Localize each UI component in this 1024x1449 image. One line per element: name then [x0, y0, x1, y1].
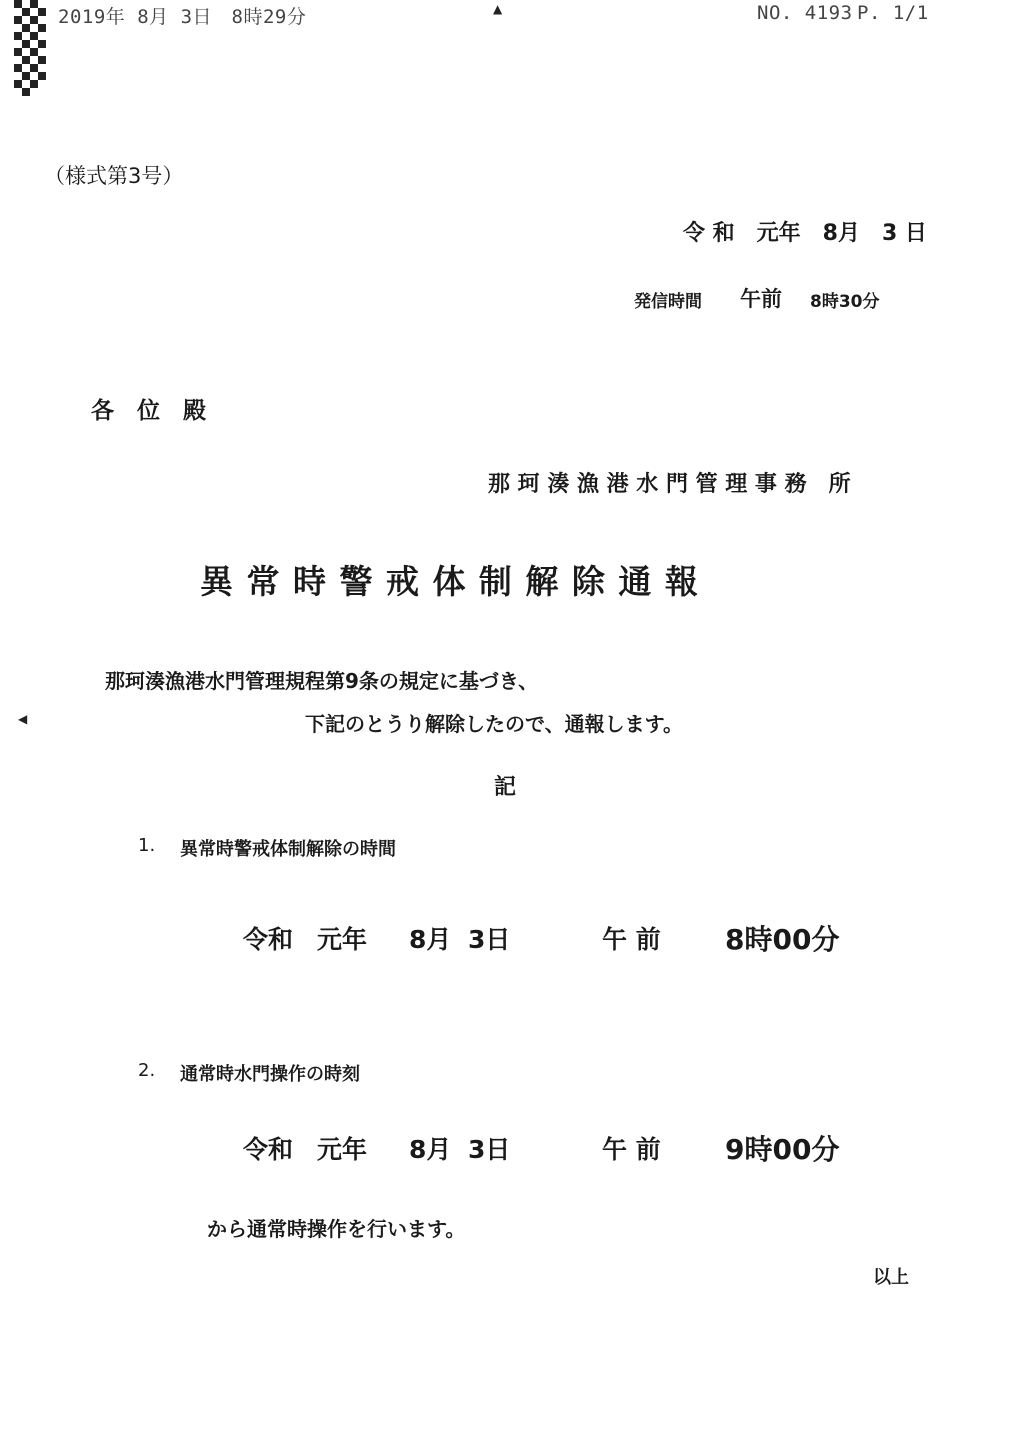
send-time-label: 発信時間	[634, 292, 702, 312]
item-era: 令和	[243, 1135, 294, 1164]
item-month: 8月	[409, 925, 452, 954]
item-year: 元年	[317, 925, 368, 954]
item-ampm: 午 前	[602, 925, 661, 954]
item-heading: 異常時警戒体制解除の時間	[180, 839, 396, 860]
item-time: 9時00分	[725, 1133, 840, 1166]
document-title: 異 常 時 警 戒 体 制 解 除 通 報	[200, 562, 699, 601]
item-heading: 通常時水門操作の時刻	[180, 1064, 360, 1085]
item-day: 3日	[468, 925, 511, 954]
item-era: 令和	[243, 925, 294, 954]
item-time: 8時00分	[725, 923, 840, 956]
fax-number: NO. 4193	[757, 2, 853, 24]
addressee: 各 位 殿	[91, 398, 206, 424]
item-month: 8月	[409, 1135, 452, 1164]
item-ampm: 午 前	[602, 1135, 661, 1164]
send-time-ampm: 午前	[740, 287, 782, 311]
item-number: 1.	[138, 835, 156, 856]
send-time-value: 8時30分	[810, 292, 880, 312]
up-triangle-icon: ▲	[493, 2, 503, 16]
left-triangle-icon: ◀	[18, 712, 28, 726]
form-label: （様式第3号）	[44, 164, 184, 188]
ki-heading: 記	[494, 775, 517, 800]
item-year: 元年	[317, 1135, 368, 1164]
closing-line: から通常時操作を行います。	[207, 1217, 466, 1241]
item-number: 2.	[138, 1060, 156, 1081]
body-line-1: 那珂湊漁港水門管理規程第9条の規定に基づき、	[105, 669, 539, 693]
body-line-2: 下記のとうり解除したので、通報します。	[305, 712, 683, 736]
fax-registration-marks	[14, 0, 48, 100]
sender-office: 那 珂 湊 漁 港 水 門 管 理 事 務 所	[488, 472, 851, 497]
item-day: 3日	[468, 1135, 511, 1164]
end-mark: 以上	[873, 1267, 909, 1288]
fax-datetime: 2019年 8月 3日 8時29分	[58, 6, 307, 28]
fax-page: P. 1/1	[857, 2, 929, 24]
document-date: 令 和 元年 8月 3 日	[683, 221, 927, 246]
